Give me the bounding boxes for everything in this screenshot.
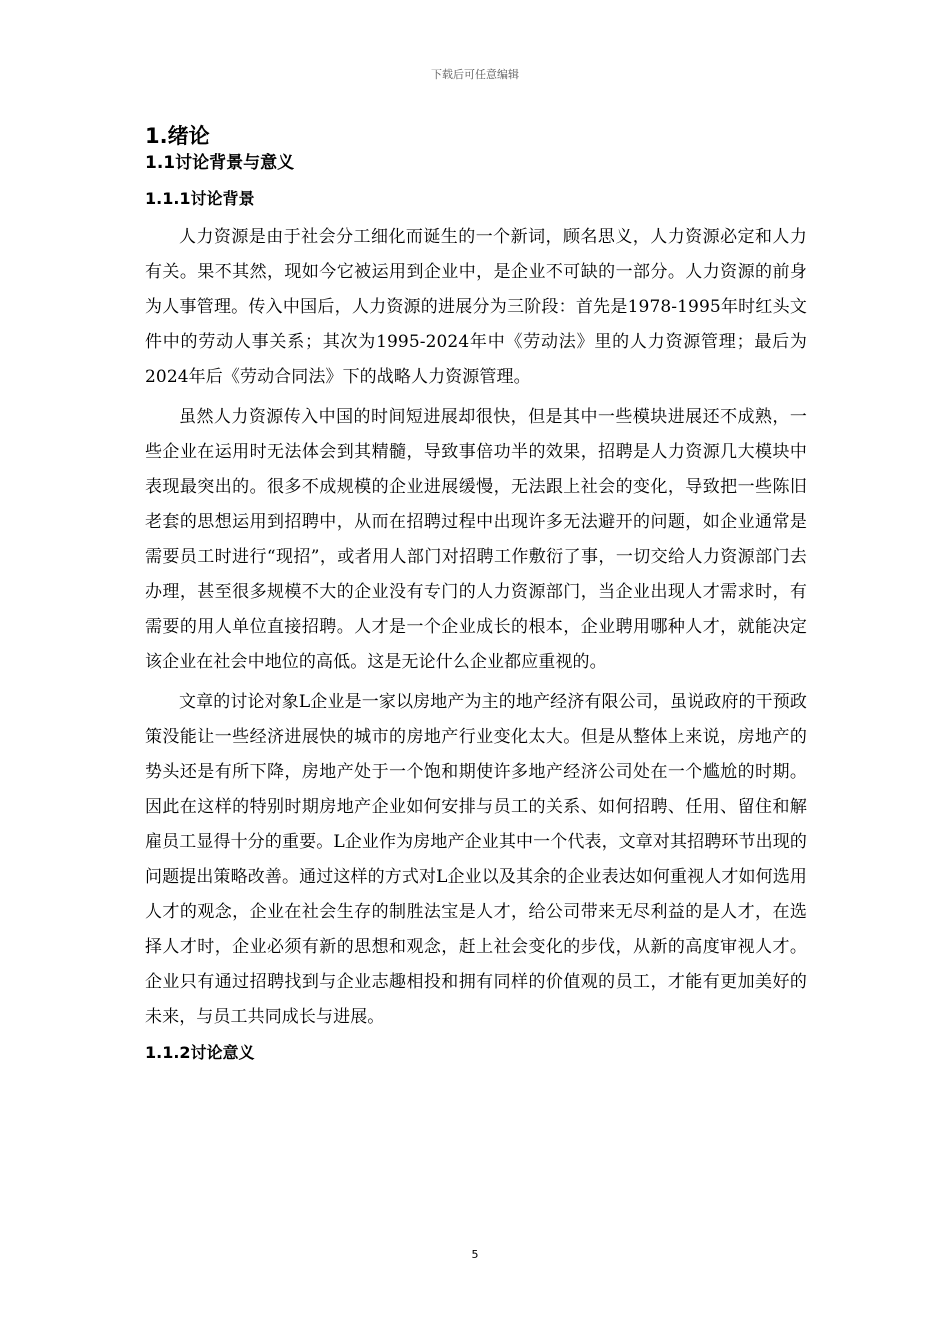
section-heading: 1.1讨论背景与意义 — [145, 153, 295, 173]
document-body — [145, 122, 807, 1074]
paragraph-1: 人力资源是由于社会分工细化而诞生的一个新词，顾名思义，人力资源必定和人力有关。果不其然，现如今它被运用到企业中，是企业不可缺的一部分。人力资源的前身为人事管理。传入中国后，人力资源的进展分为三阶段：首先是1978-1995年时红头文件中的劳动人事关系；其次为1995-2024年中《劳动法》里的人力资源管理；最后为2024年后《劳动合同法》下的战略人力资源管理。 — [145, 227, 807, 387]
chapter-heading: 1.绪论 — [145, 124, 210, 148]
page-number: 5 — [471, 1248, 479, 1261]
subsection-heading-background: 1.1.1讨论背景 — [145, 189, 255, 208]
subsection-heading-significance: 1.1.2讨论意义 — [145, 1043, 255, 1062]
paragraph-3: 文章的讨论对象L企业是一家以房地产为主的地产经济有限公司，虽说政府的干预政策没能让一些经济进展快的城市的房地产行业变化太大。但是从整体上来说，房地产的势头还是有所下降，房地产处于一个饱和期使许多地产经济公司处在一个尴尬的时期。因此在这样的特别时期房地产企业如何安排与员工的关系、如何招聘、任用、留住和解雇员工显得十分的重要。L企业作为房地产企业其中一个代表，文章对其招聘环节出现的问题提出策略改善。通过这样的方式对L企业以及其余的企业表达如何重视人才如何选用人才的观念，企业在社会生存的制胜法宝是人才，给公司带来无尽利益的是人才，在选择人才时，企业必须有新的思想和观念，赶上社会变化的步伐，从新的高度审视人才。企业只有通过招聘找到与企业志趣相投和拥有同样的价值观的员工，才能有更加美好的未来，与员工共同成长与进展。 — [145, 692, 807, 1027]
header-note: 下载后可任意编辑 — [431, 68, 519, 81]
paragraph-2: 虽然人力资源传入中国的时间短进展却很快，但是其中一些模块进展还不成熟，一些企业在运用时无法体会到其精髓，导致事倍功半的效果，招聘是人力资源几大模块中表现最突出的。很多不成规模的企业进展缓慢，无法跟上社会的变化，导致把一些陈旧老套的思想运用到招聘中，从而在招聘过程中出现许多无法避开的问题，如企业通常是需要员工时进行“现招”，或者用人部门对招聘工作敷衍了事，一切交给人力资源部门去办理，甚至很多规模不大的企业没有专门的人力资源部门，当企业出现人才需求时，有需要的用人单位直接招聘。人才是一个企业成长的根本，企业聘用哪种人才，就能决定该企业在社会中地位的高低。这是无论什么企业都应重视的。 — [145, 407, 807, 672]
